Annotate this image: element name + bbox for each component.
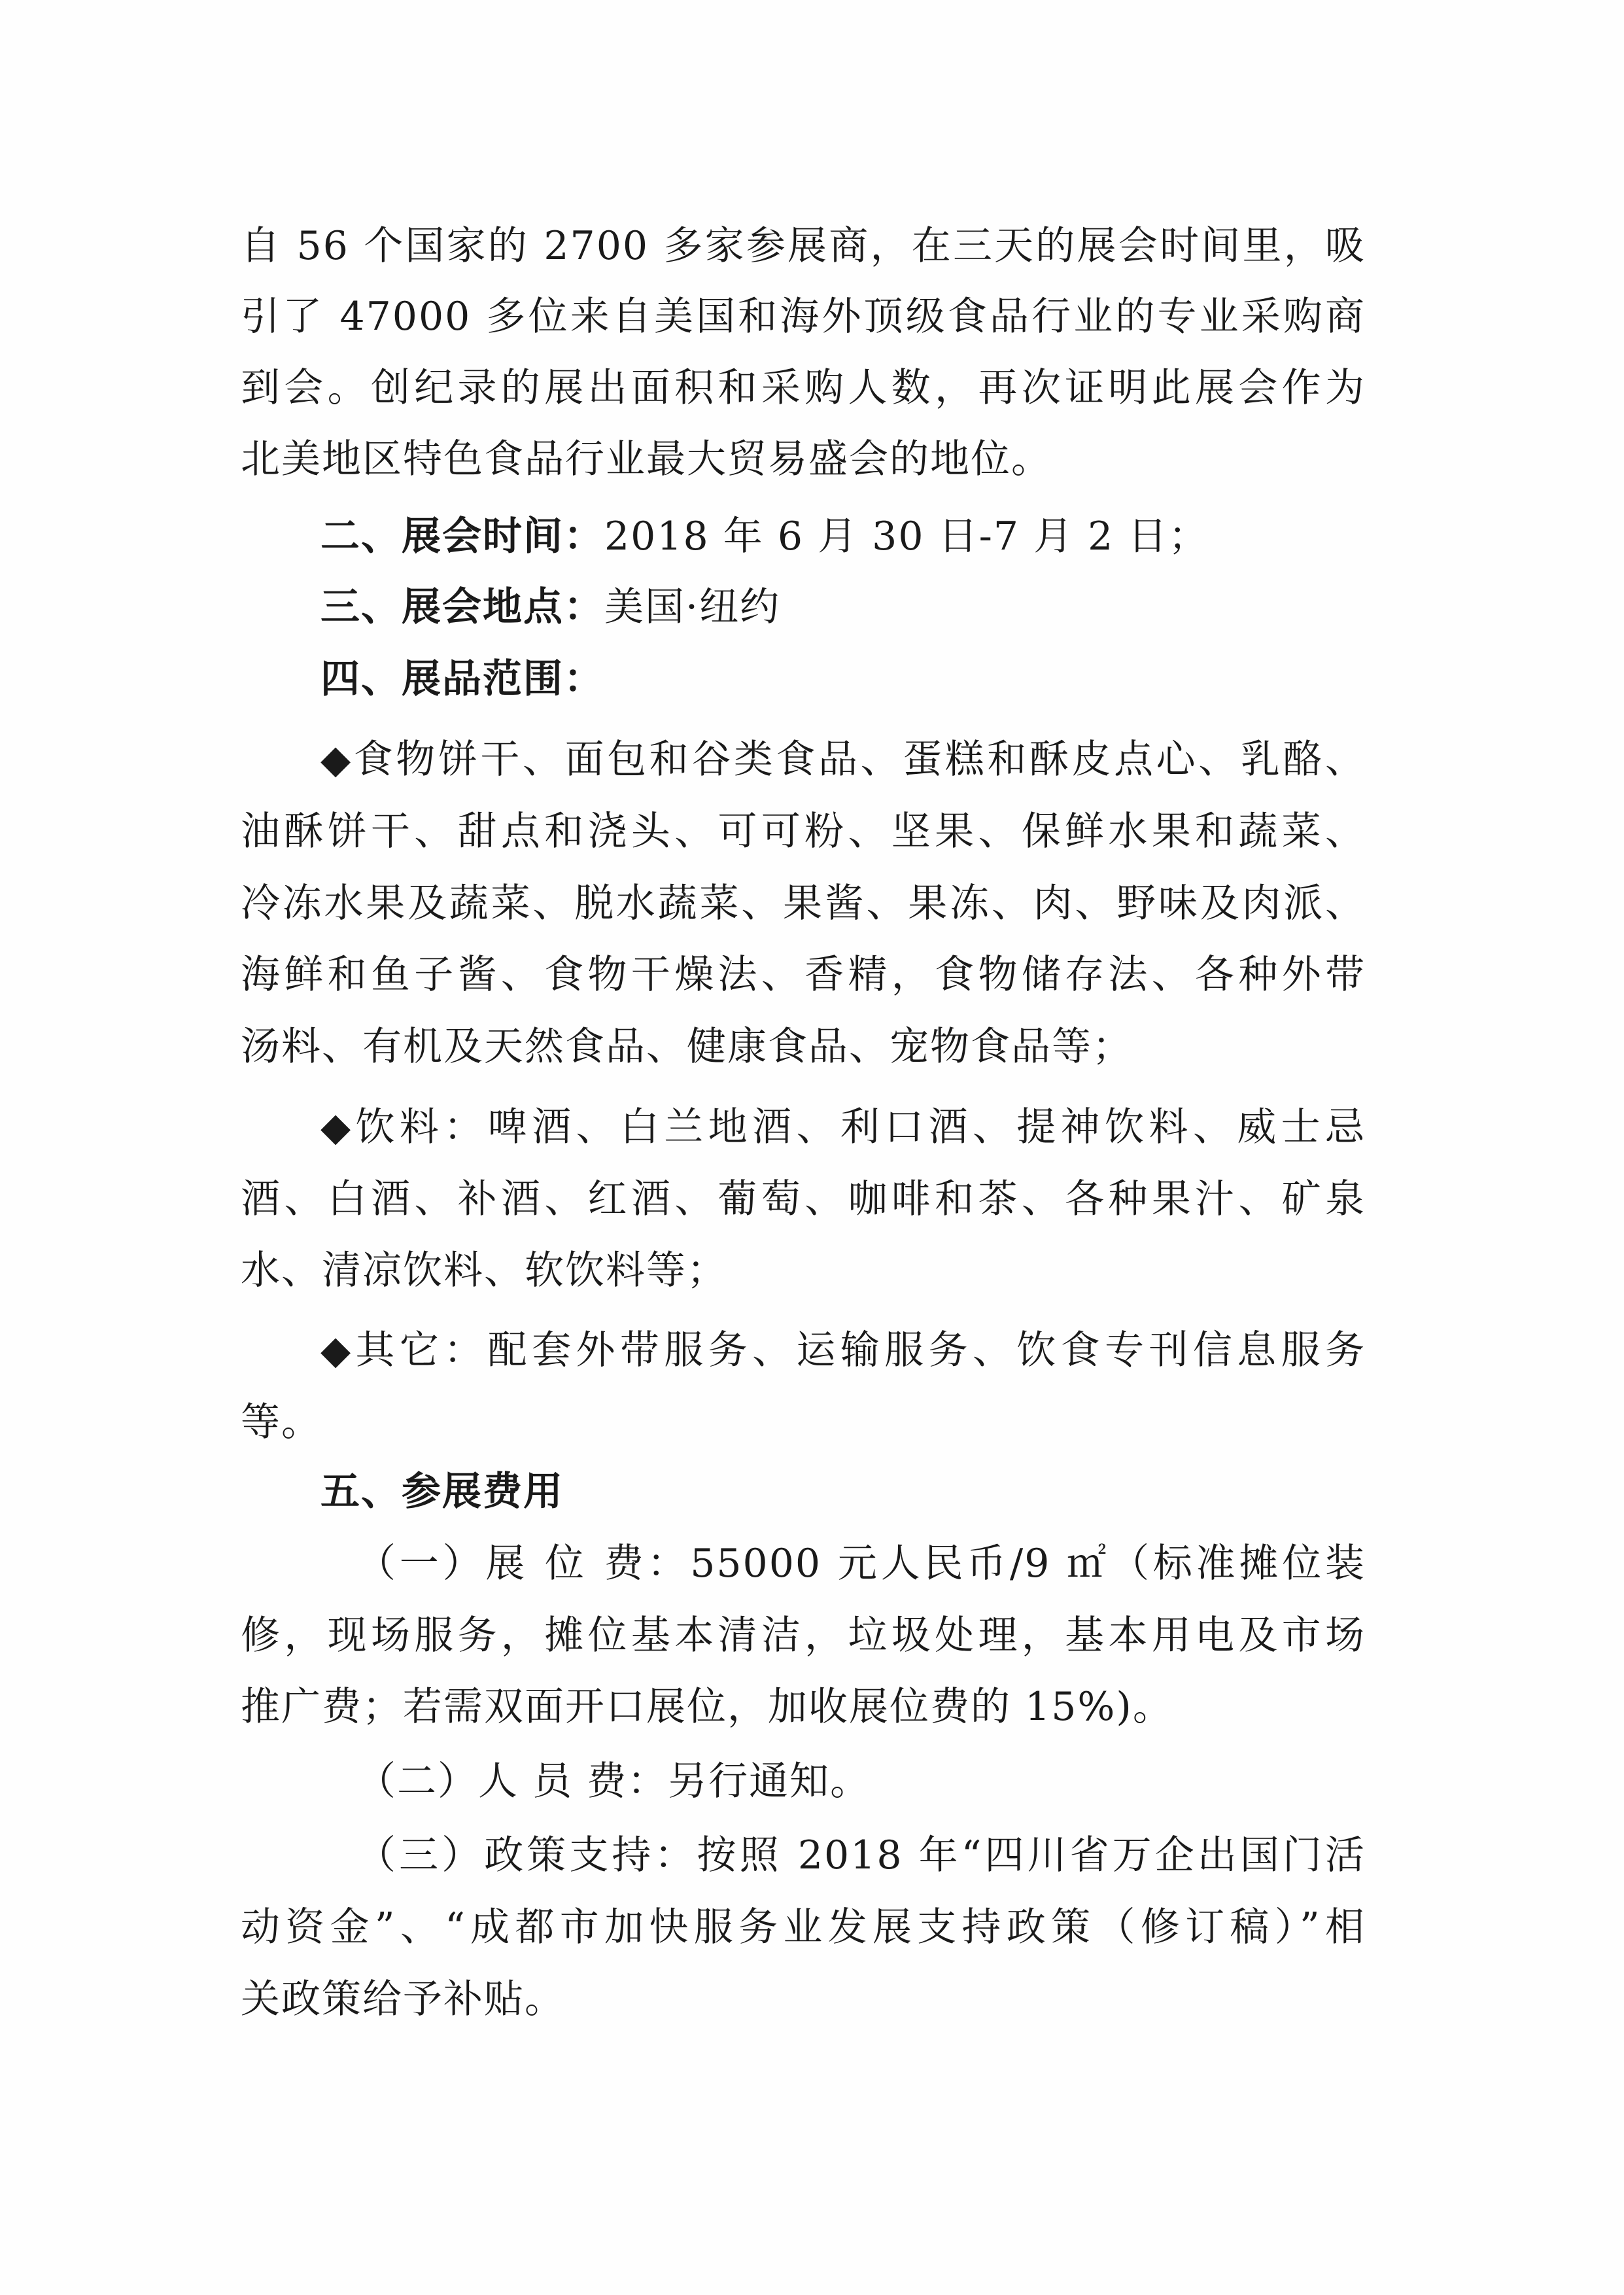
fee-booth-line-1: （一）展 位 费：55000 元人民币/9 ㎡（标准摊位装 bbox=[356, 1541, 1366, 1586]
intro-line-1: 自 56 个国家的 2700 多家参展商，在三天的展会时间里，吸 bbox=[241, 223, 1366, 269]
scope-drinks-line-1: ◆饮料：啤酒、白兰地酒、利口酒、提神饮料、威士忌 bbox=[320, 1104, 1366, 1150]
fee-staff-line: （二）人 员 费：另行通知。 bbox=[356, 1759, 871, 1804]
fee-booth-line-2: 修，现场服务，摊位基本清洁，垃圾处理，基本用电及市场 bbox=[241, 1613, 1366, 1658]
fee-policy-line-1: （三）政策支持：按照 2018 年“四川省万企出国门活 bbox=[356, 1832, 1366, 1878]
fee-booth-line-3: 推广费；若需双面开口展位，加收展位费的 15%)。 bbox=[241, 1684, 1173, 1730]
section-place-heading: 三、展会地点： bbox=[320, 584, 604, 630]
scope-food-line-4: 海鲜和鱼子酱、食物干燥法、香精，食物储存法、各种外带 bbox=[241, 952, 1366, 998]
scope-other-line-1: ◆其它：配套外带服务、运输服务、饮食专刊信息服务 bbox=[320, 1327, 1366, 1373]
scope-food-line-1: ◆食物饼干、面包和谷类食品、蛋糕和酥皮点心、乳酪、 bbox=[320, 737, 1366, 782]
scope-drinks-line-3: 水、清凉饮料、软饮料等； bbox=[241, 1248, 727, 1293]
section-time-heading: 二、展会时间： bbox=[320, 514, 604, 559]
section-place-value: 美国·纽约 bbox=[604, 584, 781, 630]
intro-line-3: 到会。创纪录的展出面积和采购人数，再次证明此展会作为 bbox=[241, 365, 1366, 411]
section-time-value: 2018 年 6 月 30 日-7 月 2 日； bbox=[604, 514, 1209, 559]
intro-line-2: 引了 47000 多位来自美国和海外顶级食品行业的专业采购商 bbox=[241, 294, 1366, 340]
fee-policy-line-2: 动资金”、“成都市加快服务业发展支持政策（修订稿）”相 bbox=[241, 1904, 1366, 1950]
intro-line-4: 北美地区特色食品行业最大贸易盛会的地位。 bbox=[241, 436, 1052, 482]
scope-drinks-line-2: 酒、白酒、补酒、红酒、葡萄、咖啡和茶、各种果汁、矿泉 bbox=[241, 1176, 1366, 1222]
section-place bbox=[320, 582, 1366, 632]
scope-food-line-2: 油酥饼干、甜点和浇头、可可粉、坚果、保鲜水果和蔬菜、 bbox=[241, 809, 1366, 854]
section-scope-heading: 四、展品范围： bbox=[320, 656, 604, 702]
fee-policy-line-3: 关政策给予补贴。 bbox=[241, 1976, 565, 2022]
scope-food-line-5: 汤料、有机及天然食品、健康食品、宠物食品等； bbox=[241, 1024, 1133, 1070]
scope-food-line-3: 冷冻水果及蔬菜、脱水蔬菜、果酱、果冻、肉、野味及肉派、 bbox=[241, 881, 1366, 926]
section-fee-heading: 五、参展费用 bbox=[320, 1469, 564, 1515]
section-time bbox=[320, 512, 1366, 561]
scope-other-line-2: 等。 bbox=[241, 1399, 322, 1445]
